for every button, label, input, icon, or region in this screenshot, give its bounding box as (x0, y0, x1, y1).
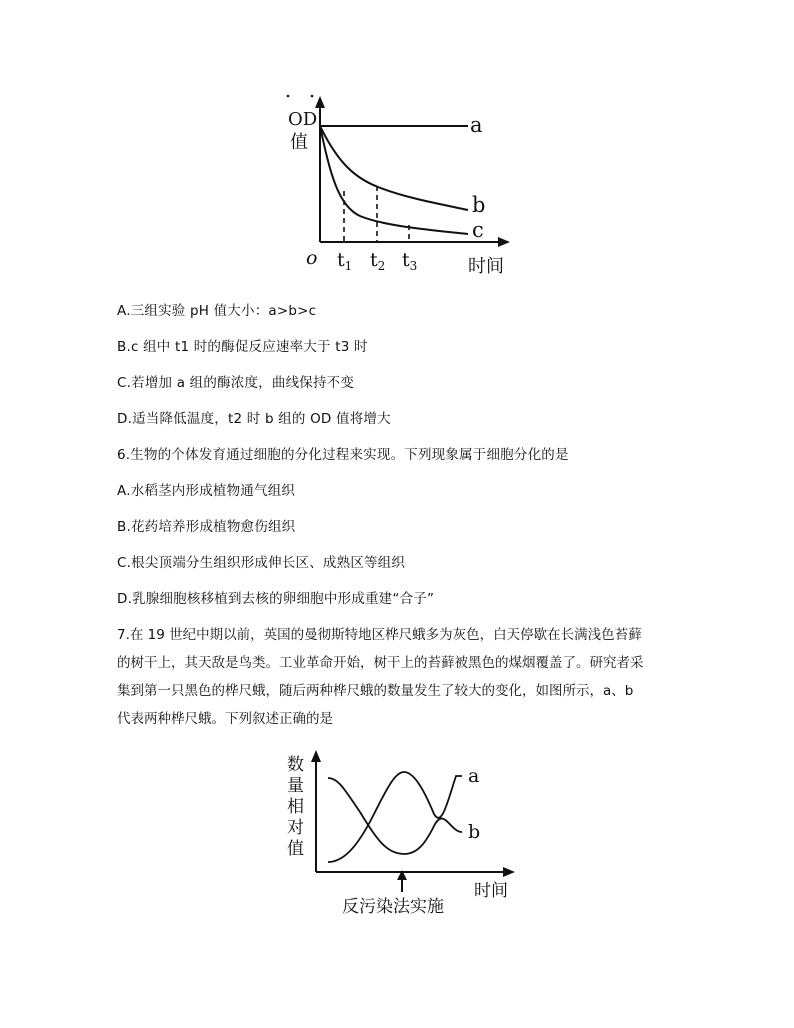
figure-moth-quantity (284, 746, 524, 916)
q7-stem (117, 621, 677, 733)
q6-option-c: C.根尖顶端分生组织形成伸长区、成熟区等组织 (117, 555, 406, 571)
arrow-caption: 反污染法实施 (342, 897, 444, 916)
curve-a-label: a (468, 765, 480, 787)
q6-option-d: D.乳腺细胞核移植到去核的卵细胞中形成重建“合子” (117, 591, 435, 607)
curve-a-label: a (470, 113, 483, 137)
origin-label: o (306, 247, 318, 269)
y-label-char: 量 (287, 776, 304, 796)
x-axis-arrow (503, 867, 515, 877)
q7-stem-line: 7.在 19 世纪中期以前，英国的曼彻斯特地区桦尺蛾多为灰色，白天停歇在长满浅色苔藓 (117, 627, 642, 643)
q7-stem-line: 集到第一只黑色的桦尺蛾，随后两种桦尺蛾的数量发生了较大的变化，如图所示，a、b (117, 683, 634, 699)
y-label-od: OD (288, 109, 318, 130)
curve-a (328, 772, 462, 862)
q5-option-c: C.若增加 a 组的酶浓度，曲线保持不变 (117, 375, 355, 391)
curve-c-label: c (472, 218, 484, 242)
curve-b-label: b (468, 821, 481, 843)
curve-c (320, 126, 468, 234)
q6-option-a: A.水稻茎内形成植物通气组织 (117, 483, 296, 499)
tick-t2: $t_2$ (370, 249, 386, 273)
q7-stem-line: 代表两种桦尺蛾。下列叙述正确的是 (117, 711, 333, 727)
q6-option-b: B.花药培养形成植物愈伤组织 (117, 519, 296, 535)
y-label-char: 数 (287, 755, 304, 775)
figure-od-vs-time (280, 88, 520, 280)
q5-option-a: A.三组实验 pH 值大小：a>b>c (117, 303, 317, 319)
q7-stem-line: 的树干上，其天敌是鸟类。工业革命开始，树干上的苔藓被黑色的煤烟覆盖了。研究者采 (117, 655, 644, 671)
q5-option-d: D.适当降低温度，t2 时 b 组的 OD 值将增大 (117, 411, 391, 427)
y-axis-arrow (315, 96, 325, 108)
y-label-char: 对 (287, 818, 304, 838)
tick-t3: $t_3$ (402, 249, 418, 273)
y-label-char: 相 (287, 797, 304, 817)
q5-option-b: B.c 组中 t1 时的酶促反应速率大于 t3 时 (117, 339, 368, 355)
tick-t1: $t_1$ (337, 249, 353, 273)
q6-stem: 6.生物的个体发育通过细胞的分化过程来实现。下列现象属于细胞分化的是 (117, 447, 569, 463)
x-label-time: 时间 (468, 256, 504, 277)
curve-b-label: b (472, 193, 486, 217)
y-label-char: 值 (287, 839, 304, 859)
x-axis-arrow (498, 237, 510, 247)
y-label-value: 值 (290, 132, 308, 153)
x-label-time: 时间 (474, 881, 508, 901)
y-axis-arrow (311, 750, 321, 762)
